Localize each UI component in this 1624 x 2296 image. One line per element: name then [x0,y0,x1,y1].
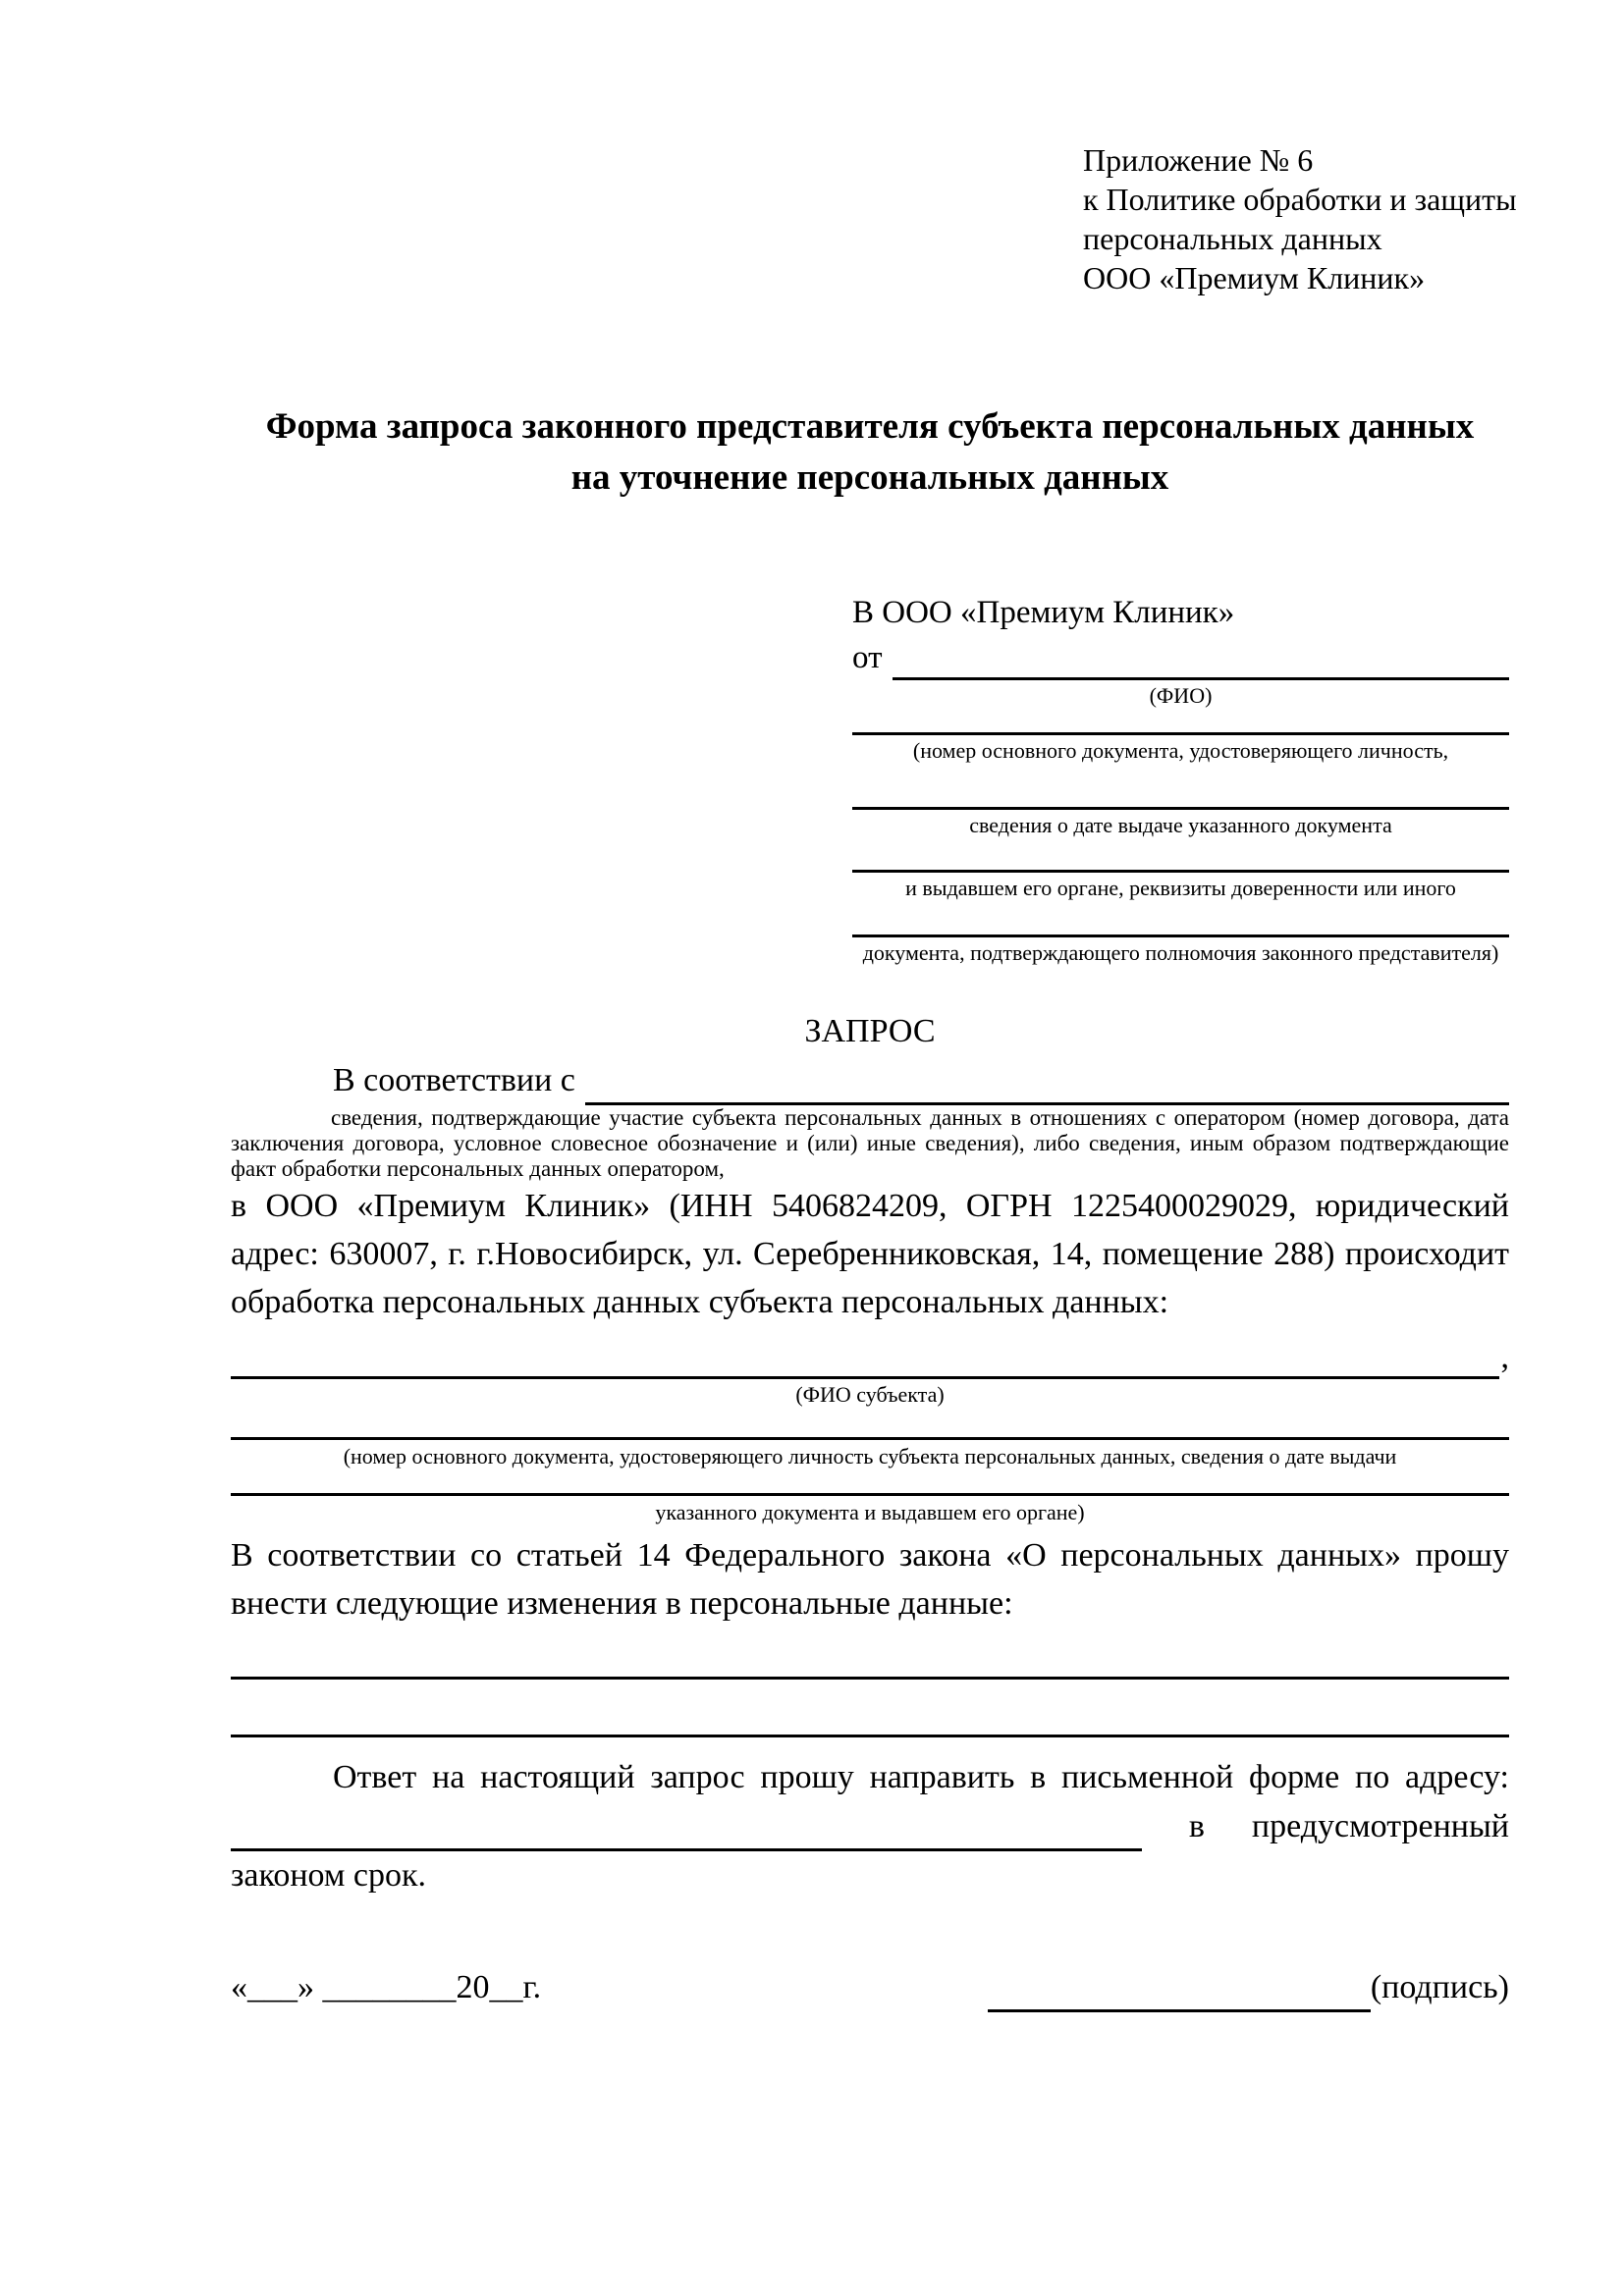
document-caption-4: документа, подтверждающего полномочия законного представителя) [862,940,1499,965]
document-caption-3: и выдавшем его органе, реквизиты доверенности или иного [905,876,1456,900]
appendix-line-1: Приложение № 6 [1083,142,1314,178]
fill-in-line-fio [893,642,1510,680]
fill-in-line-power-of-attorney [852,934,1509,937]
fill-in-line-basis [585,1067,1509,1105]
request-intro-prefix: В соответствии с [333,1062,575,1098]
appendix-line-4: ООО «Премиум Клиник» [1083,260,1426,295]
subject-document-caption-2: указанного документа и выдавшем его органе) [655,1500,1085,1524]
date-blank: «___» ________20__г. [231,1969,542,2005]
fill-in-line-reply-address [231,1813,1142,1851]
signature-caption: (подпись) [1370,1969,1509,2005]
addressee-from-row [852,635,1509,680]
appendix-line-2: к Политике обработки и защиты [1083,182,1517,217]
appendix-line-3: персональных данных [1083,221,1382,256]
addressee-to: В ООО «Премиум Клиник» [852,595,1235,630]
fill-in-line-subject-document-2 [231,1493,1509,1496]
fill-in-unit-subject-document-2 [231,1493,1509,1525]
article-14-paragraph: В соответствии со статьей 14 Федерального закона «О персональных данных» прошу внести следующие изменения в персональные данные: [231,1537,1509,1622]
reply-word-stipulated: предусмотренный [1251,1808,1509,1844]
footer-row [231,1963,1509,2012]
addressee-block [852,590,1509,966]
reply-address-line-1: Ответ на настоящий запрос прошу направить в письменной форме по адресу: [333,1759,1509,1795]
fill-in-line-changes-2 [231,1735,1509,1737]
fill-in-line-changes-1 [231,1677,1509,1680]
subject-fio-row [231,1336,1509,1379]
fill-in-line-authority [852,870,1509,873]
document-title-line-2: на уточнение персональных данных [570,457,1169,498]
signature-group [988,1963,1509,2012]
addressee-from-label: от [852,640,883,675]
request-heading: ЗАПРОС [804,1013,936,1049]
document-caption-2: сведения о дате выдаче указанного документа [969,813,1392,837]
fill-in-line-subject-document [231,1437,1509,1440]
fill-in-unit-authority [852,870,1509,901]
fill-in-unit-issue-date [852,807,1509,838]
fill-in-unit-subject-document [231,1437,1509,1469]
operator-paragraph: в ООО «Премиум Клиник» (ИНН 5406824209, ОГРН 1225400029029, юридический адрес: 630007, г. г.Новосибирск, ул. Серебренниковская, 14, помещение 288) происходит обработка персональных данных субъекта персональных данных: [231,1188,1509,1320]
basis-footnote: сведения, подтверждающие участие субъекта персональных данных в отношениях с оператором (номер договора, дата заключения договора, условное словесное обозначение и (или) иные сведения), либо сведения, иным образом подтверждающие факт обработки персональных данных оператором, [231,1105,1509,1181]
fill-in-line-issue-date [852,807,1509,810]
document-content [231,140,1517,2012]
subject-fio-caption: (ФИО субъекта) [795,1382,945,1407]
reply-address-line-3: законом срок. [231,1857,426,1894]
fill-in-line-document [852,732,1509,735]
reply-address-line-2 [231,1802,1509,1851]
fio-caption: (ФИО) [1149,683,1213,708]
reply-word-v: в [1188,1808,1205,1844]
subject-document-caption-1: (номер основного документа, удостоверяющего личность субъекта персональных данных, сведения о дате выдачи [343,1444,1397,1468]
fill-in-unit-power-of-attorney [852,934,1509,966]
document-title [231,401,1509,504]
document-title-line-1: Форма запроса законного представителя субъекта персональных данных [265,406,1475,447]
fill-in-line-subject-fio [231,1341,1499,1379]
subject-fio-comma: , [1500,1339,1509,1375]
document-caption-1: (номер основного документа, удостоверяющего личность, [912,738,1449,763]
request-intro-row [231,1056,1509,1105]
appendix-block [1083,140,1517,297]
fill-in-unit-document [852,732,1509,764]
fill-in-line-signature [988,1974,1371,2012]
